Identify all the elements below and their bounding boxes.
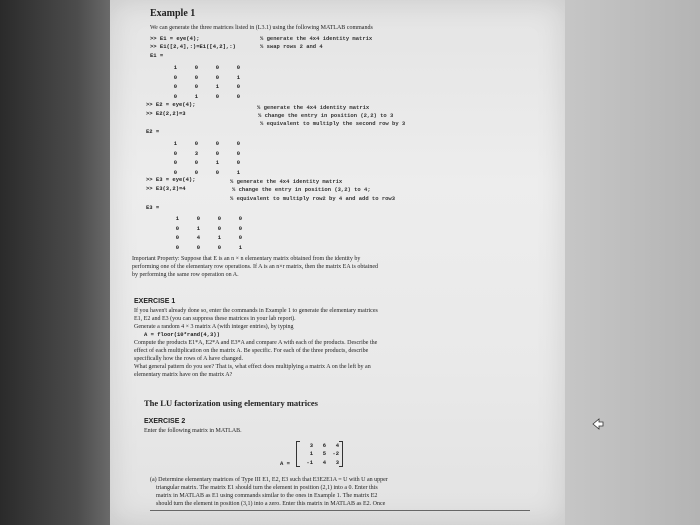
code-e3-comment2: % change the entry in position (3,2) to 4; — [232, 186, 371, 193]
code-e2-cmd1: >> E2 = eye(4); — [146, 101, 196, 108]
exercise-1-line: What general pattern do you see? That is, what effect does multiplying a matrix A on the left by an — [134, 364, 371, 370]
part-a-line: should turn the element in position (3,1) into a zero. Enter this matrix in MATLAB as E2. Once — [156, 501, 386, 507]
document-page — [110, 0, 565, 525]
exercise-1-code: A = floor(10*rand(4,3)) — [144, 331, 220, 338]
matrix-bracket-right — [339, 441, 343, 467]
matrix-row: 3 6 4 — [309, 441, 339, 449]
lu-section-heading: The LU factorization using elementary matrices — [144, 398, 318, 408]
matrix-row: 1 5 -2 — [309, 450, 339, 458]
intro-text: We can generate the three matrices listed in (L3.1) using the following MATLAB commands — [150, 25, 373, 31]
code-e1-comment1: % generate the 4x4 identity matrix — [260, 35, 373, 42]
code-e2-comment2: % change the entry in position (2,2) to 3 — [258, 112, 394, 119]
example-title: Example 1 — [150, 8, 196, 19]
code-e1-cmd2: >> E1([2,4],:)=E1([4,2],:) — [150, 43, 236, 50]
matrix-row: 0 3 0 0 — [173, 149, 240, 157]
code-e3-comment3: % equivalent to multiply row2 by 4 and add to row3 — [230, 195, 396, 202]
property-line-2: performing one of the elementary row operations. If A is an n×r matrix, then the matrix EA is obtained — [132, 264, 378, 270]
background-shadow-left — [0, 0, 110, 525]
matrix-row: 0 0 0 1 — [173, 168, 240, 176]
matrix-e1-label: E1 = — [150, 52, 164, 59]
matrix-e1 — [156, 63, 240, 101]
matrix-row: 0 0 1 0 — [173, 83, 240, 91]
property-line-3: by performing the same row operation on A. — [132, 272, 239, 278]
matrix-row: 1 0 0 0 — [173, 64, 240, 72]
matrix-e2-label: E2 = — [146, 128, 160, 135]
code-e3-comment1: % generate the 4x4 identity matrix — [230, 178, 343, 185]
matrix-row: 0 0 0 1 — [175, 243, 242, 251]
code-e2-cmd2: >> E2(2,2)=3 — [146, 110, 186, 117]
matrix-e3-label: E3 = — [146, 204, 160, 211]
code-e3-cmd2: >> E3(3,2)=4 — [146, 185, 186, 192]
part-a-line: matrix in MATLAB as E1 using commands similar to the ones in Example 1. The matrix E2 — [156, 493, 378, 499]
property-line-1: Important Property: Suppose that E is an n × n elementary matrix obtained from the identity by — [132, 256, 361, 262]
matrix-bracket-left — [296, 441, 300, 467]
matrix-row: 0 4 1 0 — [175, 234, 242, 242]
code-e1-cmd1: >> E1 = eye(4); — [150, 35, 200, 42]
code-e3-cmd1: >> E3 = eye(4); — [146, 176, 196, 183]
exercise-1-heading: EXERCISE 1 — [134, 298, 176, 305]
exercise-2-heading: EXERCISE 2 — [144, 418, 186, 425]
matrix-row: 0 1 0 0 — [173, 92, 240, 100]
matrix-row: 0 0 0 1 — [173, 73, 240, 81]
exercise-1-line: E1, E2 and E3 (you can suppress these matrices in your lab report). — [134, 316, 296, 322]
part-a-line: (a) Determine elementary matrices of Type III E1, E2, E3 such that E3E2E1A = U with U an upper — [150, 477, 388, 483]
page-rule — [150, 510, 530, 511]
exercise-1-line: Compute the products E1*A, E2*A and E3*A and compare A with each of the products. Describe the — [134, 340, 378, 346]
exercise-1-line: If you haven't already done so, enter the commands in Example 1 to generate the elementary matrices — [134, 308, 378, 314]
matrix-e3 — [158, 214, 242, 252]
matrix-row: 0 1 0 0 — [175, 224, 242, 232]
matrix-e2 — [156, 139, 240, 177]
exercise-1-line: specifically how the rows of A have changed. — [134, 356, 243, 362]
code-e2-comment3: % equivalent to multiply the second row by 3 — [260, 120, 406, 127]
part-a-line: triangular matrix. The matrix E1 should turn the element in position (2,1) into a 0. Enter this — [156, 485, 378, 491]
background-shadow-right — [550, 0, 700, 525]
matrix-row: 1 0 0 0 — [175, 215, 242, 223]
exercise-1-line: Generate a random 4 × 3 matrix A (with integer entries), by typing — [134, 324, 294, 330]
matrix-row: -1 4 3 — [306, 458, 339, 466]
exercise-1-line: effect of each multiplication on the matrix A. Be specific. For each of the three products, describe — [134, 348, 369, 354]
exercise-2-text: Enter the following matrix in MATLAB. — [144, 428, 242, 434]
code-e1-comment2: % swap rows 2 and 4 — [260, 43, 323, 50]
exercise-1-line: elementary matrix have on the matrix A? — [134, 372, 233, 378]
matrix-a-label: A = — [280, 460, 290, 467]
matrix-row: 0 0 1 0 — [173, 159, 240, 167]
code-e2-comment1: % generate the 4x4 identity matrix — [257, 104, 370, 111]
matrix-a — [300, 441, 339, 467]
matrix-row: 1 0 0 0 — [173, 140, 240, 148]
